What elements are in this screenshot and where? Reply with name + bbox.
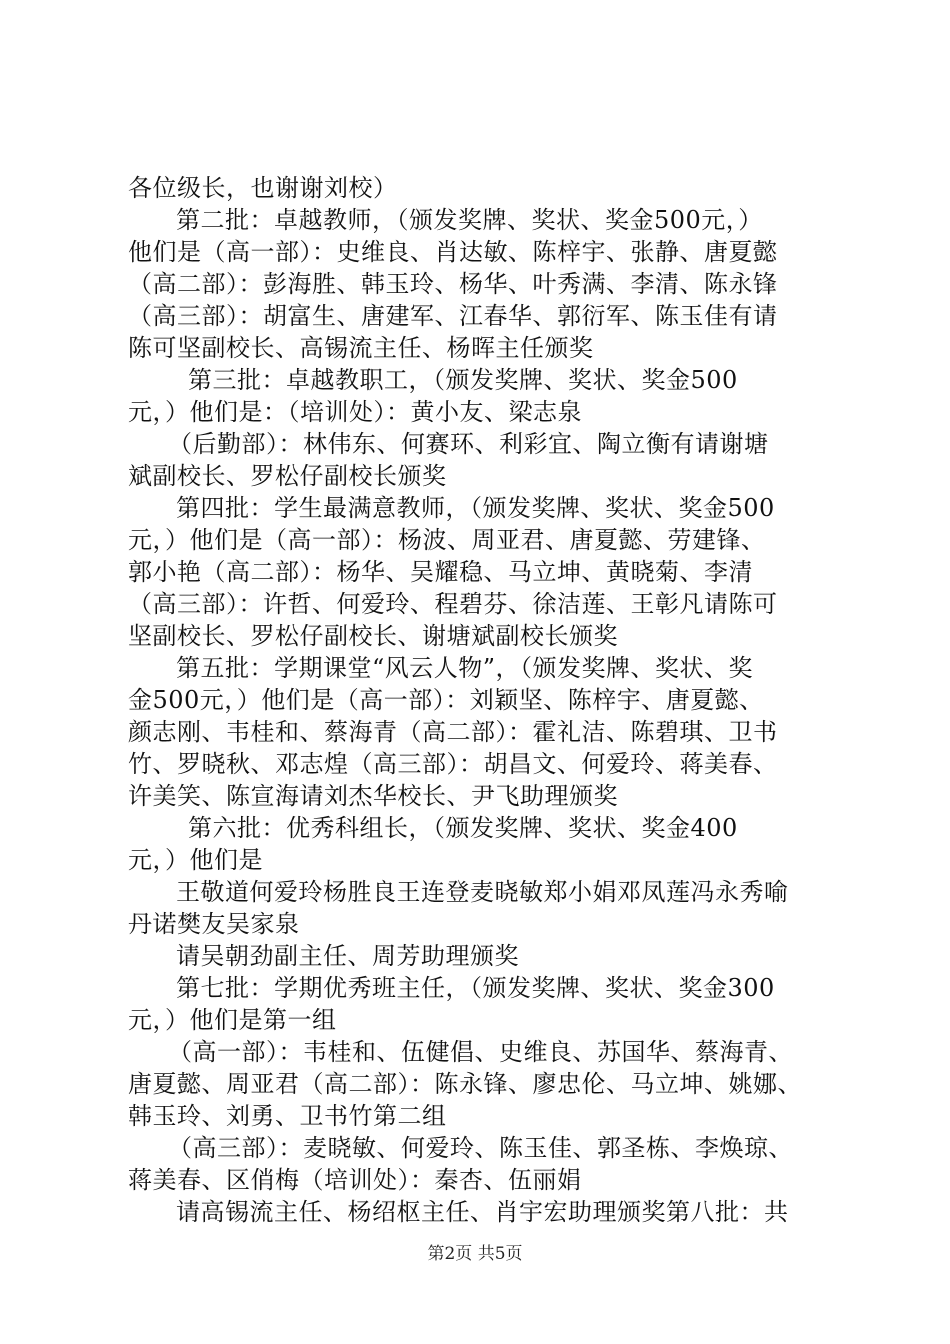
- text-line: 坚副校长、罗松仔副校长、谢塘斌副校长颁奖: [128, 622, 618, 650]
- text-line: （高二部）：彭海胜、韩玉玲、杨华、叶秀满、李清、陈永锋: [128, 270, 778, 298]
- text-line: 第四批：学生最满意教师，（颁发奖牌、奖状、奖金500: [176, 494, 775, 522]
- text-line: 第七批：学期优秀班主任，（颁发奖牌、奖状、奖金300: [176, 974, 775, 1002]
- text-line: 丹诺樊友吴家泉: [128, 910, 300, 938]
- text-line: 元，）他们是第一组: [128, 1006, 337, 1034]
- text-line: 王敬道何爱玲杨胜良王连登麦晓敏郑小娟邓凤莲冯永秀喻: [176, 878, 789, 906]
- text-line: 陈可坚副校长、高锡流主任、杨晖主任颁奖: [128, 334, 594, 362]
- text-line: 蒋美春、区俏梅（培训处）：秦杏、伍丽娟: [128, 1166, 582, 1194]
- text-line: （高三部）：麦晓敏、何爱玲、陈玉佳、郭圣栋、李焕琼、: [168, 1134, 793, 1162]
- page-footer: [0, 1243, 950, 1265]
- document-body: [128, 172, 834, 1228]
- text-line: 第二批：卓越教师，（颁发奖牌、奖状、奖金500元，）: [176, 206, 763, 234]
- text-line: 他们是（高一部）：史维良、肖达敏、陈梓宇、张静、唐夏懿: [128, 238, 778, 266]
- text-line: （高三部）：胡富生、唐建军、江春华、郭衍军、陈玉佳有请: [128, 302, 778, 330]
- text-line: 请吴朝劲副主任、周芳助理颁奖: [176, 942, 519, 970]
- text-line: 许美笑、陈宣海请刘杰华校长、尹飞助理颁奖: [128, 782, 618, 810]
- page-number: 第2页 共5页: [427, 1244, 523, 1264]
- text-line: 第三批：卓越教职工，（颁发奖牌、奖状、奖金500: [188, 366, 738, 394]
- text-line: 第五批：学期课堂“风云人物”，（颁发奖牌、奖状、奖: [176, 654, 754, 682]
- text-line: 各位级长，也谢谢刘校）: [128, 174, 398, 202]
- text-line: （高三部）：许哲、何爱玲、程碧芬、徐洁莲、王彰凡请陈可: [128, 590, 778, 618]
- text-line: 郭小艳（高二部）：杨华、吴耀稳、马立坤、黄晓菊、李清: [128, 558, 753, 586]
- text-line: 斌副校长、罗松仔副校长颁奖: [128, 462, 447, 490]
- text-line: 第六批：优秀科组长，（颁发奖牌、奖状、奖金400: [188, 814, 738, 842]
- text-line: 请高锡流主任、杨绍枢主任、肖宇宏助理颁奖第八批：共: [176, 1198, 789, 1226]
- text-line: （后勤部）：林伟东、何赛环、利彩宜、陶立衡有请谢塘: [168, 430, 769, 458]
- text-line: 唐夏懿、周亚君（高二部）：陈永锋、廖忠伦、马立坤、姚娜、: [128, 1070, 802, 1098]
- text-line: 元，）他们是：（培训处）：黄小友、梁志泉: [128, 398, 582, 426]
- text-line: 元，）他们是（高一部）：杨波、周亚君、唐夏懿、劳建锋、: [128, 526, 766, 554]
- text-line: 金500元，）他们是（高一部）：刘颖坚、陈梓宇、唐夏懿、: [128, 686, 764, 714]
- text-line: 韩玉玲、刘勇、卫书竹第二组: [128, 1102, 447, 1130]
- text-line: 竹、罗晓秋、邓志煌（高三部）：胡昌文、何爱玲、蒋美春、: [128, 750, 778, 778]
- text-line: 元，）他们是: [128, 846, 263, 874]
- text-line: （高一部）：韦桂和、伍健倡、史维良、苏国华、蔡海青、: [168, 1038, 793, 1066]
- text-line: 颜志刚、韦桂和、蔡海青（高二部）：霍礼洁、陈碧琪、卫书: [128, 718, 778, 746]
